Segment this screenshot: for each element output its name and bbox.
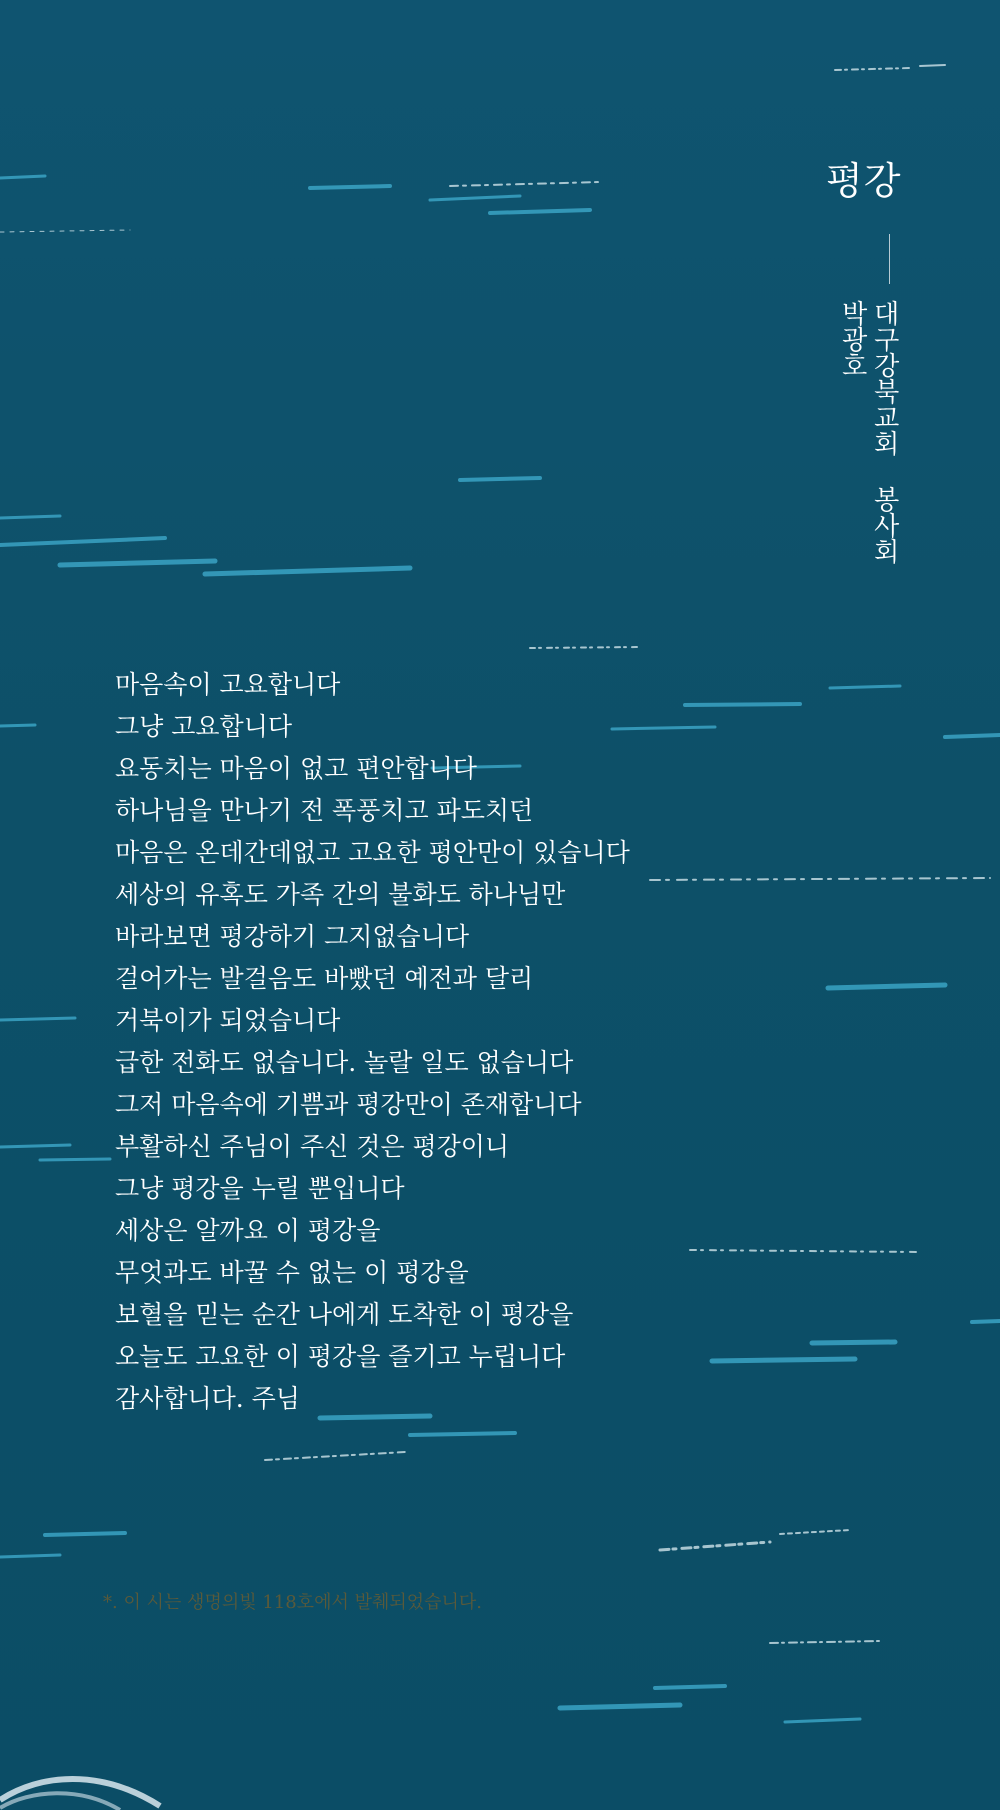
wave-stroke — [785, 1719, 860, 1722]
wave-stroke — [430, 196, 520, 200]
poem-line: 보혈을 믿는 순간 나에게 도착한 이 평강을 — [115, 1300, 574, 1329]
foam-stroke — [0, 230, 130, 232]
wave-stroke — [685, 704, 800, 705]
poem-line: 급한 전화도 없습니다. 놀랄 일도 없습니다 — [115, 1048, 574, 1077]
poem-line: 무엇과도 바꿀 수 없는 이 평강을 — [115, 1258, 469, 1287]
author-affiliation: 대구강북교회 봉사회 — [869, 300, 900, 564]
poem-line: 감사합니다. 주님 — [115, 1384, 300, 1413]
wave-stroke — [972, 1321, 1000, 1322]
author-name: 박광호 — [837, 300, 868, 378]
foam-stroke — [920, 65, 945, 66]
wave-stroke — [40, 1159, 110, 1160]
poem-line: 그냥 평강을 누릴 뿐입니다 — [115, 1174, 405, 1203]
wave-stroke — [490, 210, 590, 213]
poem-title: 평강 — [826, 159, 902, 203]
foam-stroke — [650, 878, 990, 880]
wave-stroke — [945, 735, 1000, 737]
wave-stroke — [655, 1686, 725, 1688]
poem-line: 세상은 알까요 이 평강을 — [115, 1216, 381, 1245]
wave-stroke — [828, 985, 945, 988]
wave-stroke — [310, 186, 390, 188]
foam-stroke — [780, 1530, 850, 1534]
poem-line: 바라보면 평강하기 그지없습니다 — [115, 922, 469, 951]
wave-stroke — [0, 1018, 75, 1020]
poem-line: 부활하신 주님이 주신 것은 평강이니 — [115, 1132, 510, 1161]
poem-line: 그냥 고요합니다 — [115, 712, 292, 741]
wave-stroke — [0, 538, 165, 545]
poem-body — [115, 664, 630, 1420]
poem-line: 마음은 온데간데없고 고요한 평안만이 있습니다 — [115, 838, 630, 867]
wave-stroke — [560, 1705, 680, 1708]
wave-stroke — [45, 1533, 125, 1535]
poem-line: 그저 마음속에 기쁨과 평강만이 존재합니다 — [115, 1090, 582, 1119]
foam-stroke — [835, 68, 910, 70]
wave-stroke — [410, 1433, 515, 1435]
foam-stroke — [265, 1452, 405, 1460]
foam-stroke — [770, 1641, 880, 1643]
title-divider — [889, 234, 890, 284]
poem-line: 하나님을 만나기 전 폭풍치고 파도치던 — [115, 796, 534, 825]
wave-stroke — [0, 1145, 70, 1147]
wave-stroke — [0, 176, 45, 178]
wave-stroke — [460, 478, 540, 480]
foam-stroke — [690, 1250, 920, 1252]
wave-stroke — [60, 561, 215, 565]
wave-stroke — [830, 686, 900, 688]
poem-line: 거북이가 되었습니다 — [115, 1006, 341, 1035]
wave-stroke — [0, 725, 35, 726]
poem-line: 마음속이 고요합니다 — [115, 670, 341, 699]
poem-line: 걸어가는 발걸음도 바빴던 예전과 달리 — [115, 964, 534, 993]
foam-stroke — [450, 182, 600, 186]
foam-stroke — [660, 1542, 770, 1550]
poem-line: 세상의 유혹도 가족 간의 불화도 하나님만 — [115, 880, 566, 909]
wave-swirl-decoration — [0, 1760, 170, 1810]
foam-stroke — [530, 647, 640, 648]
source-footnote: *. 이 시는 생명의빛 118호에서 발췌되었습니다. — [103, 1592, 483, 1613]
wave-stroke — [712, 1359, 855, 1361]
wave-stroke — [0, 1555, 60, 1557]
wave-stroke — [812, 1342, 895, 1343]
wave-stroke — [205, 568, 410, 574]
poem-line: 오늘도 고요한 이 평강을 즐기고 누립니다 — [115, 1342, 566, 1371]
wave-stroke — [0, 516, 60, 518]
poem-line: 요동치는 마음이 없고 편안합니다 — [115, 754, 477, 783]
